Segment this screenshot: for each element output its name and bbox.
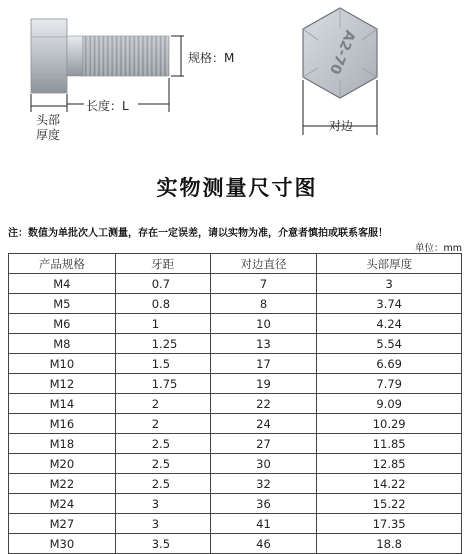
cell-across-flats: 32: [210, 474, 317, 494]
table-row: [9, 514, 462, 534]
bolt-side-view: [31, 19, 169, 93]
unit-label: 单位：mm: [414, 243, 462, 254]
cell-pitch: 2.5: [115, 454, 210, 474]
table-header-row: [9, 254, 462, 274]
header-head-thickness: 头部厚度: [317, 254, 462, 274]
bolt-diagram: [0, 0, 474, 160]
cell-head-thickness: 15.22: [317, 494, 462, 514]
table-row: [9, 534, 462, 554]
measurement-note: 注：数值为单批次人工测量，存在一定误差，请以实物为准，介意者慎拍或联系客服！: [8, 228, 388, 239]
cell-spec: M24: [9, 494, 116, 514]
cell-across-flats: 8: [210, 294, 317, 314]
head-thickness-dimension: [31, 94, 67, 112]
head-thickness-label-line1: 头部: [36, 113, 61, 127]
cell-head-thickness: 11.85: [317, 434, 462, 454]
cell-spec: M14: [9, 394, 116, 414]
cell-head-thickness: 4.24: [317, 314, 462, 334]
table-row: [9, 374, 462, 394]
cell-pitch: 0.7: [115, 274, 210, 294]
cell-spec: M12: [9, 374, 116, 394]
cell-spec: M10: [9, 354, 116, 374]
cell-spec: M5: [9, 294, 116, 314]
table-row: [9, 454, 462, 474]
header-pitch: 牙距: [115, 254, 210, 274]
cell-head-thickness: 5.54: [317, 334, 462, 354]
bolt-drawing: [0, 0, 474, 160]
spec-dimension: [171, 36, 184, 76]
cell-pitch: 3: [115, 494, 210, 514]
cell-across-flats: 19: [210, 374, 317, 394]
cell-head-thickness: 9.09: [317, 394, 462, 414]
head-thickness-label-line2: 厚度: [36, 128, 61, 142]
across-flats-label: 对边: [329, 119, 354, 133]
cell-across-flats: 30: [210, 454, 317, 474]
cell-pitch: 0.8: [115, 294, 210, 314]
cell-across-flats: 36: [210, 494, 317, 514]
cell-spec: M16: [9, 414, 116, 434]
head-marking: A2-70: [325, 27, 359, 77]
cell-pitch: 1.5: [115, 354, 210, 374]
cell-head-thickness: 17.35: [317, 514, 462, 534]
table-row: [9, 414, 462, 434]
cell-pitch: 2.5: [115, 474, 210, 494]
cell-pitch: 2.5: [115, 434, 210, 454]
header-across-flats: 对边直径: [210, 254, 317, 274]
table-row: [9, 474, 462, 494]
spec-label: 规格：M: [188, 51, 235, 65]
cell-spec: M18: [9, 434, 116, 454]
cell-spec: M22: [9, 474, 116, 494]
table-row: [9, 294, 462, 314]
cell-across-flats: 24: [210, 414, 317, 434]
table-row: [9, 314, 462, 334]
cell-across-flats: 41: [210, 514, 317, 534]
cell-across-flats: 27: [210, 434, 317, 454]
table-body: [9, 274, 462, 554]
cell-across-flats: 7: [210, 274, 317, 294]
cell-pitch: 1.25: [115, 334, 210, 354]
length-label: 长度：L: [86, 99, 129, 113]
cell-pitch: 2: [115, 394, 210, 414]
cell-head-thickness: 12.85: [317, 454, 462, 474]
cell-pitch: 3: [115, 514, 210, 534]
cell-head-thickness: 10.29: [317, 414, 462, 434]
cell-spec: M8: [9, 334, 116, 354]
cell-head-thickness: 18.8: [317, 534, 462, 554]
cell-head-thickness: 6.69: [317, 354, 462, 374]
cell-across-flats: 46: [210, 534, 317, 554]
cell-pitch: 3.5: [115, 534, 210, 554]
cell-spec: M4: [9, 274, 116, 294]
table-row: [9, 274, 462, 294]
cell-across-flats: 17: [210, 354, 317, 374]
table-row: [9, 354, 462, 374]
cell-pitch: 1.75: [115, 374, 210, 394]
cell-pitch: 2: [115, 414, 210, 434]
cell-pitch: 1: [115, 314, 210, 334]
table-row: [9, 394, 462, 414]
cell-across-flats: 10: [210, 314, 317, 334]
cell-head-thickness: 3: [317, 274, 462, 294]
cell-head-thickness: 7.79: [317, 374, 462, 394]
cell-spec: M27: [9, 514, 116, 534]
cell-head-thickness: 14.22: [317, 474, 462, 494]
cell-spec: M20: [9, 454, 116, 474]
header-spec: 产品规格: [9, 254, 116, 274]
table-row: [9, 494, 462, 514]
page-title: 实物测量尺寸图: [156, 176, 318, 200]
table-row: [9, 334, 462, 354]
cell-across-flats: 13: [210, 334, 317, 354]
cell-across-flats: 22: [210, 394, 317, 414]
hex-head-view: [303, 8, 377, 98]
cell-spec: M30: [9, 534, 116, 554]
cell-spec: M6: [9, 314, 116, 334]
spec-table: [8, 253, 462, 554]
cell-head-thickness: 3.74: [317, 294, 462, 314]
table-row: [9, 434, 462, 454]
